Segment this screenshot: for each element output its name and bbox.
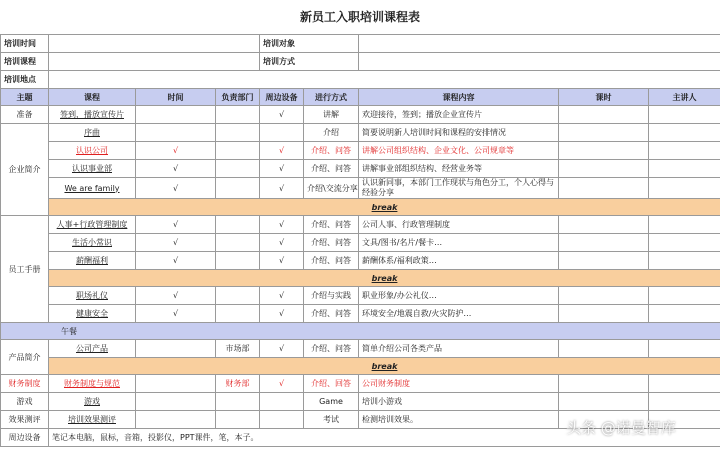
- section-handbook: 员工手册: [1, 216, 49, 323]
- page-title: 新员工入职培训课程表: [299, 10, 420, 24]
- method-cell: 介绍与实践: [304, 287, 359, 305]
- check-mark: √: [136, 178, 216, 199]
- content-cell: 简单介绍公司各类产品: [359, 340, 559, 358]
- col-header-content: 课程内容: [359, 89, 559, 106]
- table-row: [1, 305, 720, 323]
- check-mark: √: [136, 305, 216, 323]
- check-mark: √: [136, 234, 216, 252]
- content-cell: 培训小游戏: [359, 393, 559, 411]
- train-place-label: 培训地点: [1, 71, 49, 89]
- equip-list: 笔记本电脑，鼠标，音箱，投影仪，PPT课件，笔，本子。: [49, 429, 720, 447]
- content-cell: 薪酬体系/福利政策…: [359, 252, 559, 270]
- train-method-label: 培训方式: [260, 53, 359, 71]
- table-row: [1, 252, 720, 270]
- check-mark: √: [260, 216, 304, 234]
- train-course-value[interactable]: [49, 53, 260, 71]
- check-mark: √: [260, 160, 304, 178]
- section-game: 游戏: [1, 393, 49, 411]
- section-equip: 周边设备: [1, 429, 49, 447]
- content-cell: 文具/图书/名片/餐卡…: [359, 234, 559, 252]
- section-eval: 效果测评: [1, 411, 49, 429]
- train-target-label: 培训对象: [260, 35, 359, 53]
- method-cell: 介绍、回答: [304, 375, 359, 393]
- method-cell: 介绍、问答: [304, 234, 359, 252]
- section-finance: 财务制度: [1, 375, 49, 393]
- course-cell: 健康安全: [49, 305, 136, 323]
- check-mark: √: [136, 216, 216, 234]
- break-row: [1, 270, 720, 287]
- info-row-3: [1, 71, 720, 89]
- table-row: [1, 106, 720, 124]
- check-mark: √: [260, 305, 304, 323]
- content-cell: 公司财务制度: [359, 375, 559, 393]
- check-mark: √: [260, 106, 304, 124]
- col-header-method: 进行方式: [304, 89, 359, 106]
- col-header-topic: 主题: [1, 89, 49, 106]
- col-header-time: 时间: [136, 89, 216, 106]
- table-row: [1, 178, 720, 199]
- break-label: break: [49, 358, 720, 375]
- table-row: [1, 393, 720, 411]
- check-mark: √: [136, 252, 216, 270]
- break-label: break: [49, 270, 720, 287]
- table-row: [1, 234, 720, 252]
- course-cell: 公司产品: [49, 340, 136, 358]
- train-method-value[interactable]: [359, 53, 720, 71]
- section-lunch: 午餐: [1, 323, 720, 340]
- train-time-value[interactable]: [49, 35, 260, 53]
- method-cell: 介绍\交流分享: [304, 178, 359, 199]
- col-header-dept: 负责部门: [216, 89, 260, 106]
- check-mark: √: [136, 142, 216, 160]
- lunch-row: [1, 323, 720, 340]
- check-mark: √: [136, 287, 216, 305]
- info-row-1: [1, 35, 720, 53]
- break-row: [1, 358, 720, 375]
- section-company: 企业简介: [1, 124, 49, 216]
- section-product: 产品简介: [1, 340, 49, 375]
- content-cell: 讲解事业部组织结构、经营业务等: [359, 160, 559, 178]
- train-time-label: 培训时间: [1, 35, 49, 53]
- header-row: [1, 89, 720, 106]
- check-mark: √: [260, 340, 304, 358]
- course-cell: 签到，播放宣传片: [49, 106, 136, 124]
- watermark: 头条 @诺曼智库: [566, 419, 676, 437]
- content-cell: 欢迎接待，签到；播放企业宣传片: [359, 106, 559, 124]
- course-cell: 培训效果测评: [49, 411, 136, 429]
- table-row: [1, 375, 720, 393]
- schedule-table: [0, 34, 720, 447]
- method-cell: 讲解: [304, 106, 359, 124]
- check-mark: √: [136, 160, 216, 178]
- course-cell: 游戏: [49, 393, 136, 411]
- check-mark: √: [260, 252, 304, 270]
- table-row: [1, 124, 720, 142]
- method-cell: 考试: [304, 411, 359, 429]
- check-mark: √: [260, 142, 304, 160]
- col-header-course: 课程: [49, 89, 136, 106]
- train-place-value[interactable]: [49, 71, 720, 89]
- check-mark: √: [260, 178, 304, 199]
- content-cell: 环境安全/地震自救/火灾防护…: [359, 305, 559, 323]
- course-cell: 序曲: [49, 124, 136, 142]
- content-cell: 认识新同事，本部门工作现状与角色分工，个人心得与经验分享: [359, 178, 559, 199]
- check-mark: √: [260, 375, 304, 393]
- course-cell: 认识事业部: [49, 160, 136, 178]
- course-cell: 人事+行政管理制度: [49, 216, 136, 234]
- method-cell: 介绍、问答: [304, 216, 359, 234]
- course-cell: 财务制度与规范: [49, 375, 136, 393]
- method-cell: 介绍、问答: [304, 160, 359, 178]
- course-cell: 生活小常识: [49, 234, 136, 252]
- method-cell: 介绍、问答: [304, 142, 359, 160]
- table-row: [1, 160, 720, 178]
- col-header-hours: 课时: [559, 89, 649, 106]
- content-cell: 讲解公司组织结构、企业文化、公司规章等: [359, 142, 559, 160]
- col-header-speaker: 主讲人: [649, 89, 720, 106]
- check-mark: √: [260, 234, 304, 252]
- content-cell: 职业形象/办公礼仪…: [359, 287, 559, 305]
- info-row-2: [1, 53, 720, 71]
- method-cell: 介绍、问答: [304, 252, 359, 270]
- break-row: [1, 199, 720, 216]
- course-cell: 薪酬福利: [49, 252, 136, 270]
- table-row: [1, 287, 720, 305]
- content-cell: 检测培训效果。: [359, 411, 559, 429]
- train-course-label: 培训课程: [1, 53, 49, 71]
- content-cell: 简要说明新人培训时间和课程的安排情况: [359, 124, 559, 142]
- course-cell: We are family: [49, 178, 136, 199]
- method-cell: 介绍、问答: [304, 340, 359, 358]
- train-target-value[interactable]: [359, 35, 720, 53]
- method-cell: Game: [304, 393, 359, 411]
- dept-cell: 财务部: [216, 375, 260, 393]
- check-mark: √: [260, 287, 304, 305]
- table-row: [1, 340, 720, 358]
- content-cell: 公司人事、行政管理制度: [359, 216, 559, 234]
- method-cell: 介绍: [304, 124, 359, 142]
- course-cell: 职场礼仪: [49, 287, 136, 305]
- section-prep: 准备: [1, 106, 49, 124]
- course-cell: 认识公司: [49, 142, 136, 160]
- break-label: break: [49, 199, 720, 216]
- dept-cell: 市场部: [216, 340, 260, 358]
- table-row: [1, 142, 720, 160]
- table-row: [1, 216, 720, 234]
- col-header-equip: 周边设备: [260, 89, 304, 106]
- method-cell: 介绍、问答: [304, 305, 359, 323]
